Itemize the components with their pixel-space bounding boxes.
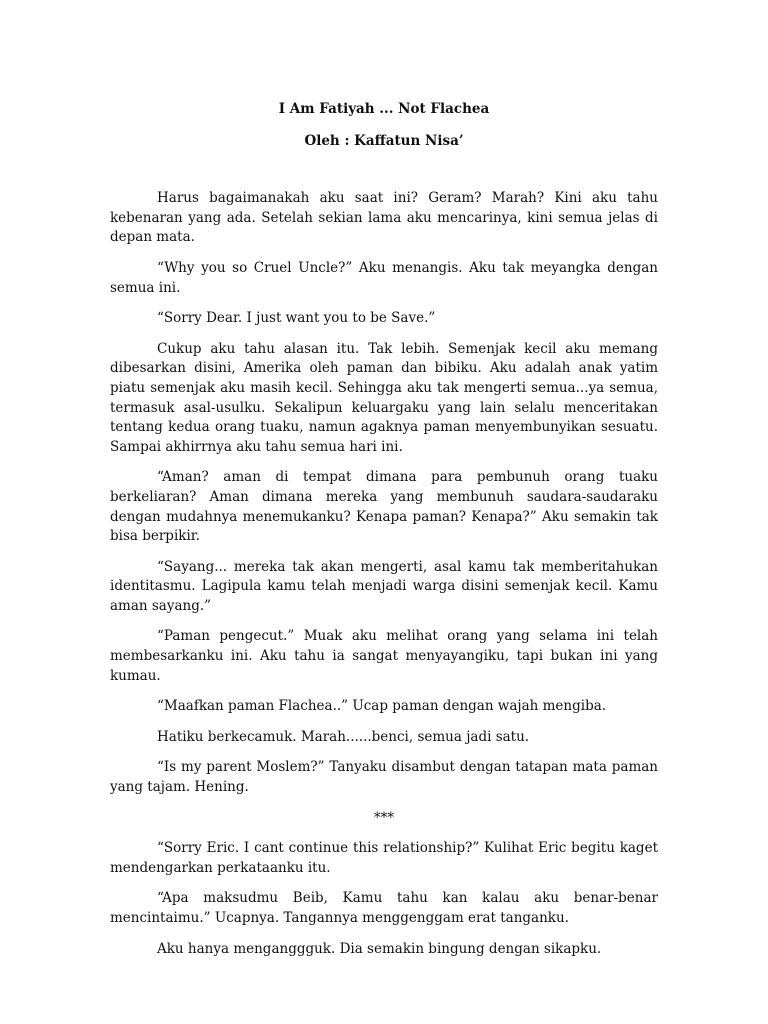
paragraph: “Why you so Cruel Uncle?” Aku menangis. Aku tak meyangka dengan semua ini.	[110, 259, 658, 296]
paragraph: “Apa maksudmu Beib, Kamu tahu kan kalau aku benar-benar mencintaimu.” Ucapnya. Tangannya menggenggam erat tanganku.	[110, 890, 658, 926]
document-title: I Am Fatiyah ... Not Flachea	[278, 101, 490, 117]
paragraph: Cukup aku tahu alasan itu. Tak lebih. Semenjak kecil aku memang dibesarkan disini, Amerika oleh paman dan bibiku. Aku adalah anak yatim piatu semenjak aku masih kecil. Sehingga aku tak mengerti semua...ya semua, termasuk asal-usulku. Sekalipun keluargaku yang lain selalu menceritakan tentang kedua orang tuaku, namun agaknya paman menyembunyikan sesuatu. Sampai akhirrnya aku tahu semua hari ini.	[110, 340, 658, 455]
paragraph: “Paman pengecut.” Muak aku melihat orang yang selama ini telah membesarkanku ini. Aku tahu ia sangat menyayangiku, tapi bukan ini yang kumau.	[110, 628, 658, 684]
document-page	[110, 100, 658, 970]
paragraph: “Sorry Dear. I just want you to be Save.”	[157, 310, 436, 327]
paragraph: “Maafkan paman Flachea..” Ucap paman dengan wajah mengiba.	[157, 698, 607, 715]
paragraph: “Sorry Eric. I cant continue this relationship?” Kulihat Eric begitu kaget mendengarkan perkataanku itu.	[110, 840, 658, 876]
paragraph: “Is my parent Moslem?” Tanyaku disambut dengan tatapan mata paman yang tajam. Hening.	[110, 759, 658, 796]
paragraph: Aku hanya menganggguk. Dia semakin bingung dengan sikapku.	[157, 940, 602, 957]
section-separator: ***	[373, 809, 395, 826]
paragraph: Harus bagaimanakah aku saat ini? Geram? Marah? Kini aku tahu kebenaran yang ada. Setelah sekian lama aku mencarinya, kini semua jelas di depan mata.	[110, 190, 658, 246]
paragraph: “Sayang... mereka tak akan mengerti, asal kamu tak memberitahukan identitasmu. Lagipula kamu telah menjadi warga disini semenjak kecil. Kamu aman sayang.”	[110, 558, 658, 614]
paragraph: Hatiku berkecamuk. Marah......benci, semua jadi satu.	[157, 728, 530, 745]
paragraph: “Aman? aman di tempat dimana para pembunuh orang tuaku berkeliaran? Aman dimana mereka yang membunuh saudara-saudaraku dengan mudahnya menemukanku? Kenapa paman? Kenapa?” Aku semakin tak bisa berpikir.	[110, 469, 658, 545]
document-author: Oleh : Kaffatun Nisa’	[304, 132, 464, 149]
